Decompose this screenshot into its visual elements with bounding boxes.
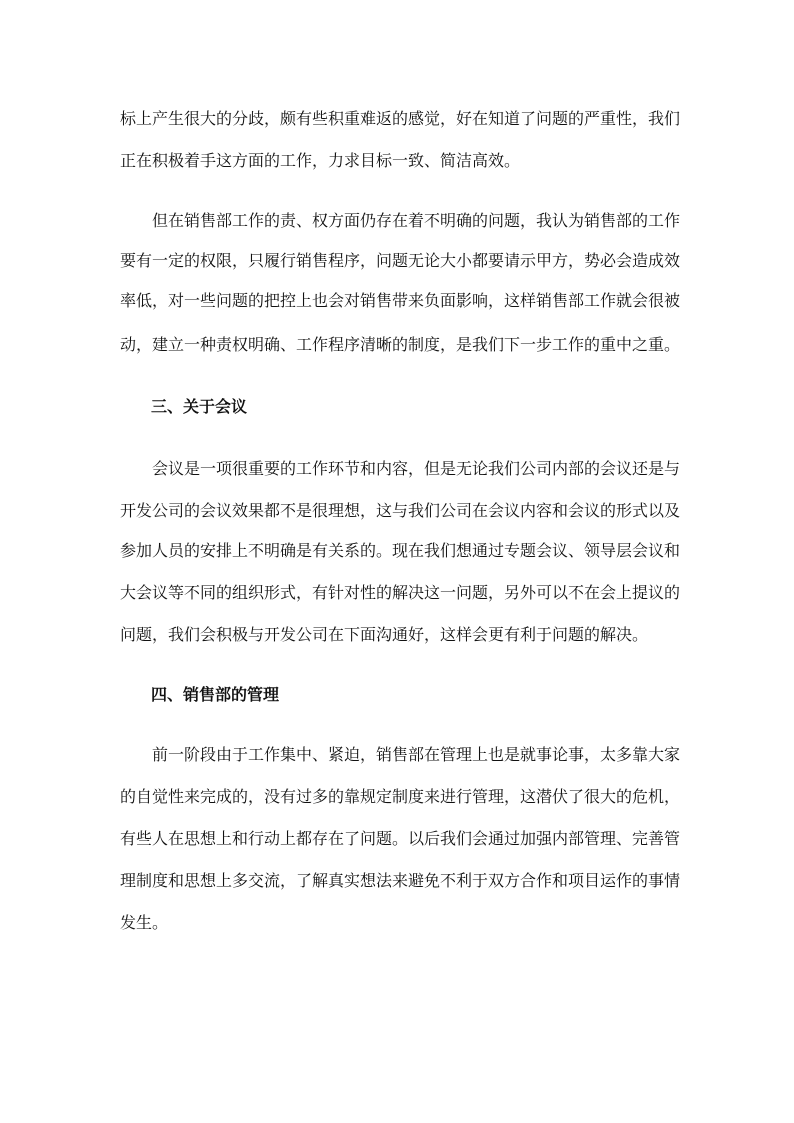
paragraph-line: 率低，对一些问题的把控上也会对销售带来负面影响，这样销售部工作就会很被 (120, 291, 680, 310)
paragraph-line: 会议是一项很重要的工作环节和内容，但是无论我们公司内部的会议还是与 (152, 459, 680, 478)
paragraph-line: 开发公司的会议效果都不是很理想，这与我们公司在会议内容和会议的形式以及 (120, 501, 680, 520)
paragraph-line: 前一阶段由于工作集中、紧迫，销售部在管理上也是就事论事，太多靠大家 (152, 745, 680, 764)
paragraph-line: 的自觉性来完成的，没有过多的靠规定制度来进行管理，这潜伏了很大的危机， (120, 787, 680, 806)
paragraph-line: 标上产生很大的分歧，颇有些积重难返的感觉，好在知道了问题的严重性，我们 (120, 109, 680, 128)
paragraph-line: 参加人员的安排上不明确是有关系的。现在我们想通过专题会议、领导层会议和 (120, 541, 680, 560)
paragraph-line: 正在积极着手这方面的工作，力求目标一致、简洁高效。 (120, 151, 521, 170)
paragraph-line: 理制度和思想上多交流，了解真实想法来避免不利于双方合作和项目运作的事情 (120, 871, 680, 890)
paragraph-line: 但在销售部工作的责、权方面仍存在着不明确的问题，我认为销售部的工作 (152, 211, 680, 230)
section-heading: 四、销售部的管理 (151, 685, 280, 704)
paragraph-line: 问题，我们会积极与开发公司在下面沟通好，这样会更有利于问题的解决。 (120, 625, 649, 644)
paragraph-line: 大会议等不同的组织形式，有针对性的解决这一问题，另外可以不在会上提议的 (120, 583, 680, 602)
paragraph-line: 动，建立一种责权明确、工作程序清晰的制度，是我们下一步工作的重中之重。 (120, 335, 680, 354)
section-heading: 三、关于会议 (151, 397, 248, 416)
paragraph-line: 有些人在思想上和行动上都存在了问题。以后我们会通过加强内部管理、完善管 (120, 829, 680, 848)
paragraph-line: 发生。 (120, 913, 169, 932)
paragraph-line: 要有一定的权限，只履行销售程序，问题无论大小都要请示甲方，势必会造成效 (120, 251, 680, 270)
